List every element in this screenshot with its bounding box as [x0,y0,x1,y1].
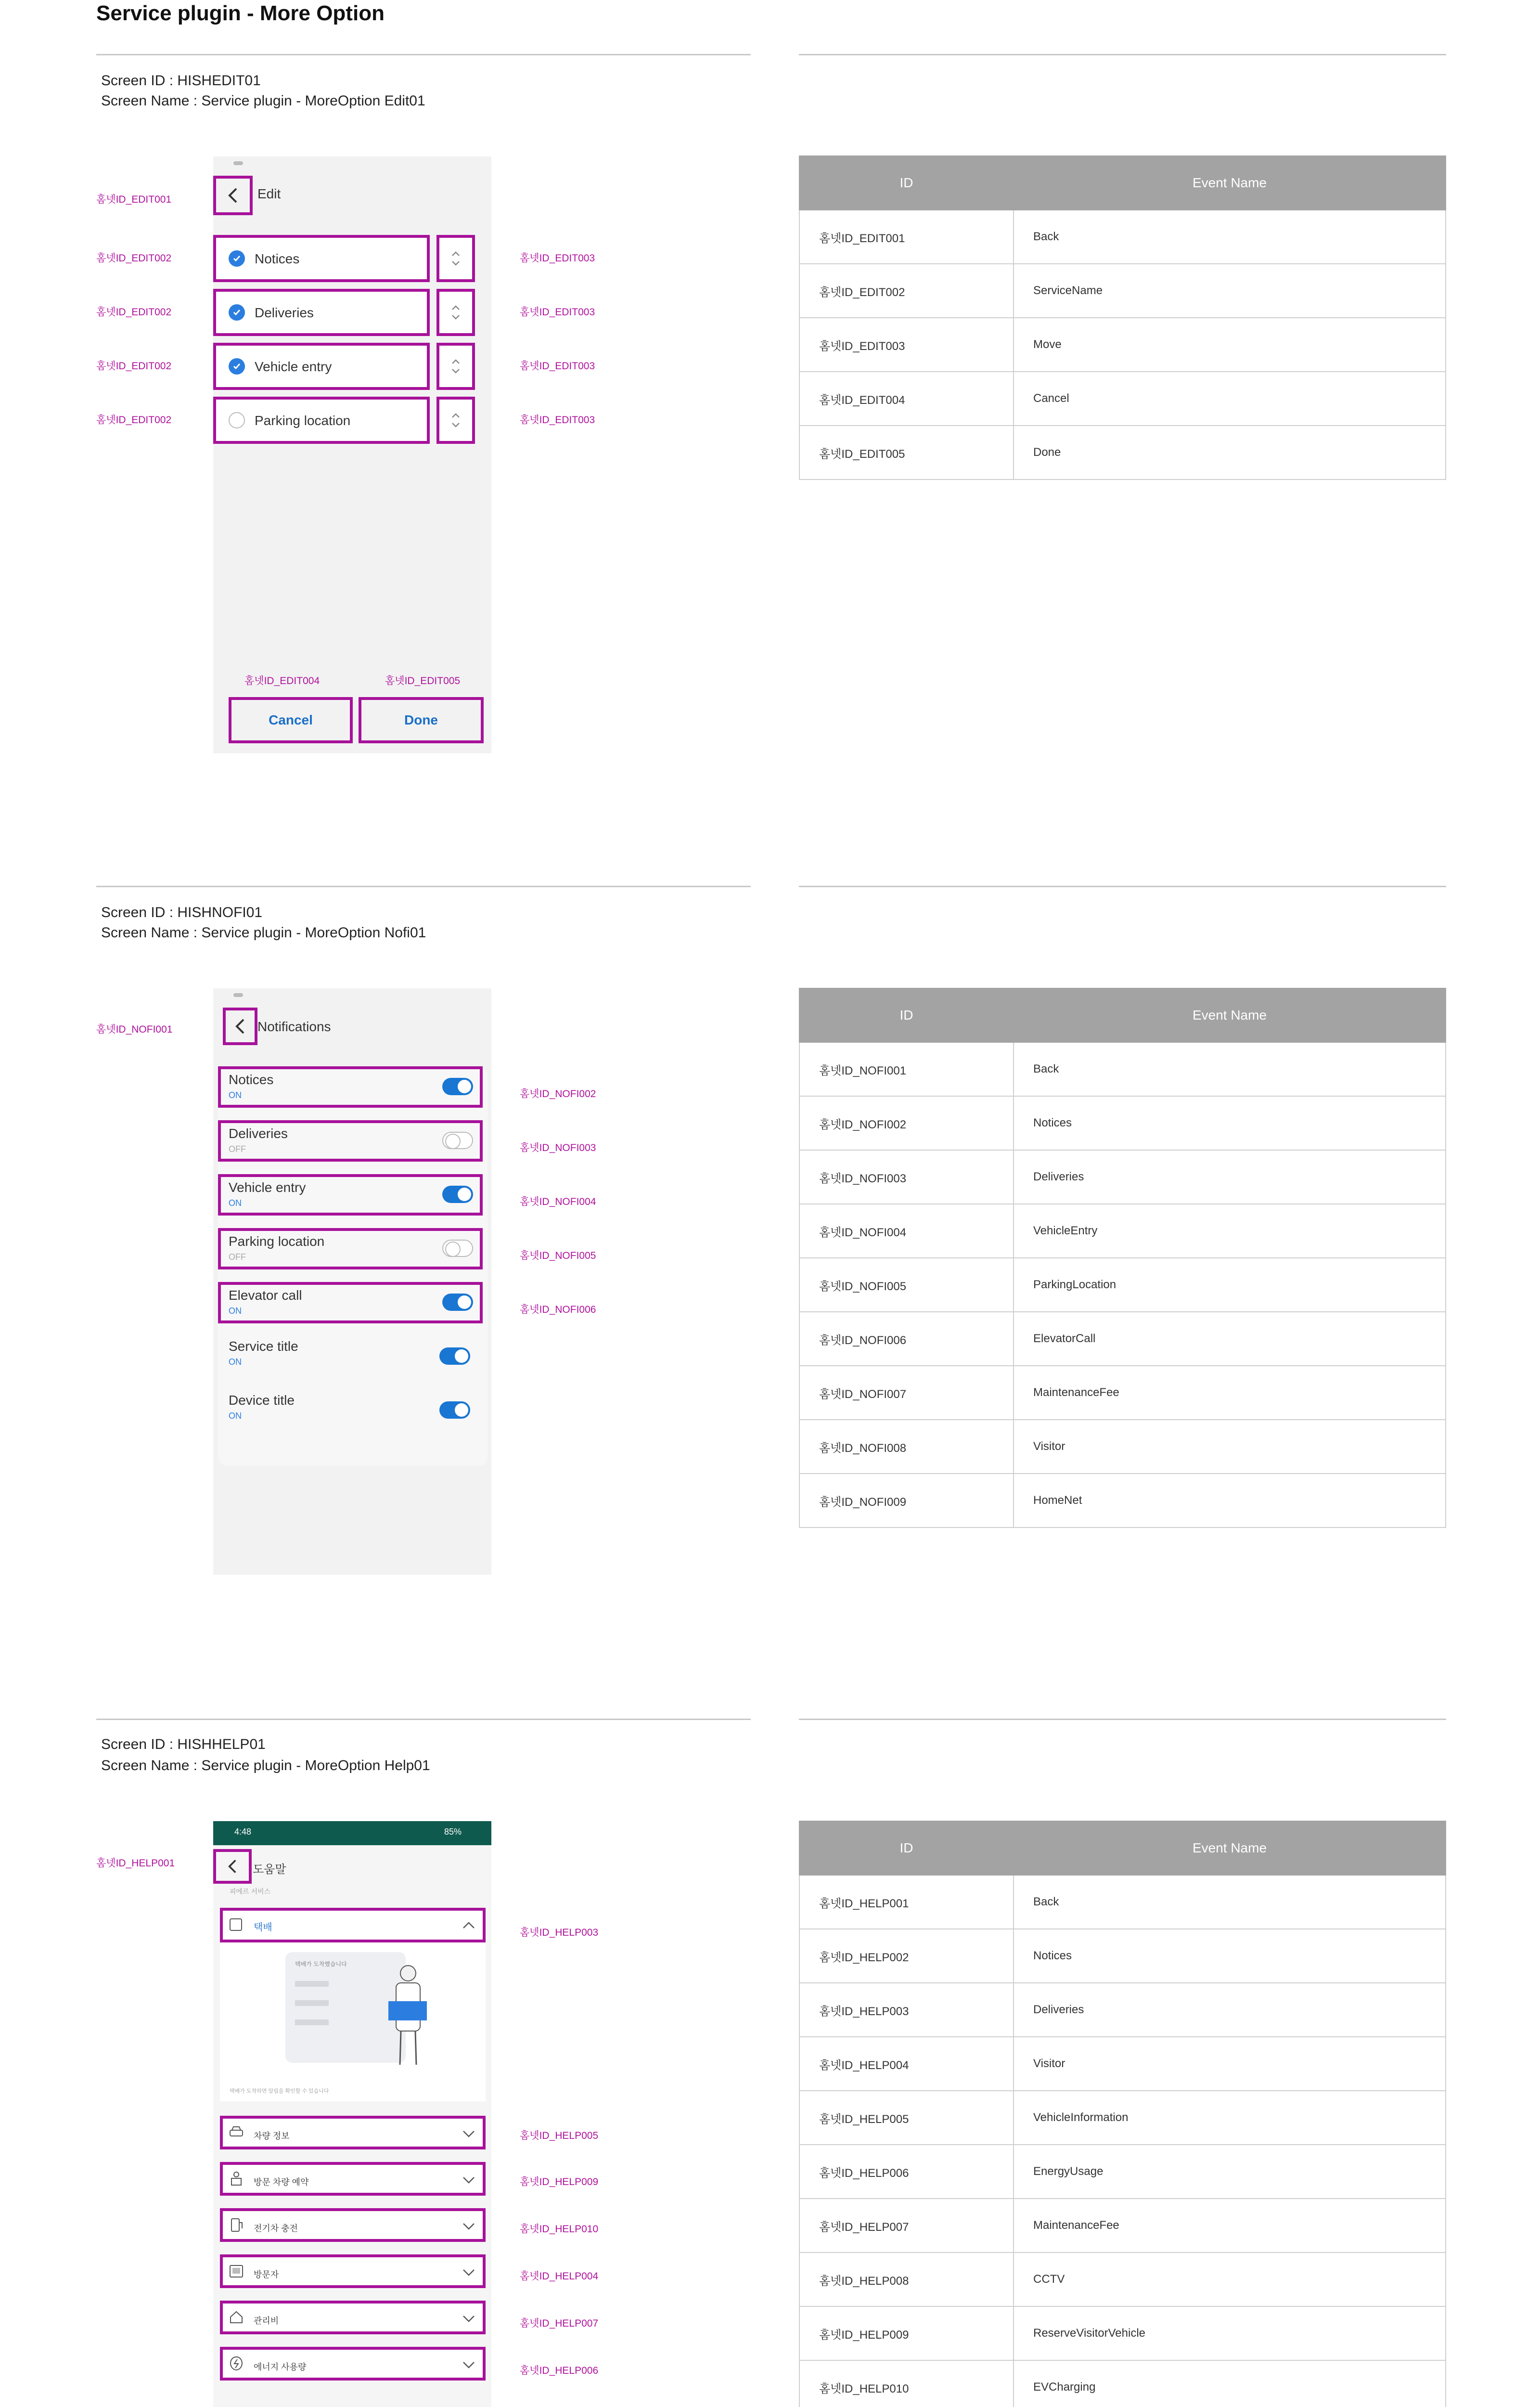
table-row [799,426,1446,479]
table-header-id: ID [799,988,1014,1042]
item-state: ON [229,1198,242,1208]
check-icon [229,250,245,267]
reorder-icon [450,250,461,267]
help-title: 도움말 [253,1863,286,1876]
notifications-title: Notifications [257,1019,331,1034]
help-phone-screen [213,1821,491,2407]
annotation: 홈넷ID_EDIT003 [520,253,595,264]
move-handle[interactable] [436,289,475,336]
check-icon [229,304,245,321]
table-row [799,1474,1446,1527]
annotation: 홈넷ID_NOFI002 [520,1088,596,1100]
table-row [799,1366,1446,1420]
move-handle[interactable] [436,397,475,444]
item-label: Deliveries [229,1126,288,1141]
divider [799,54,1446,55]
screen-id: Screen ID : HISHHELP01 [101,1736,266,1752]
table-cell: 홈넷ID_HELP003 [799,1983,1014,2037]
wifi-icon [233,161,243,165]
divider [96,886,751,887]
help-item-visitor[interactable] [220,2254,486,2288]
table-cell: ServiceName [1014,264,1446,318]
help-subtitle: 피에르 서비스 [230,1888,271,1895]
move-handle[interactable] [436,235,475,282]
table-cell: 홈넷ID_HELP009 [799,2306,1014,2360]
table-header-event: Event Name [1014,988,1446,1042]
annotation: 홈넷ID_EDIT002 [96,307,172,318]
help-item-visitor-vehicle[interactable] [220,2162,486,2196]
table-row [799,2306,1446,2360]
table-cell: HomeNet [1014,1474,1446,1527]
annotation: 홈넷ID_HELP007 [520,2318,599,2329]
item-label: 전기차 충전 [254,2224,298,2233]
box-icon [230,1918,242,1931]
table-cell: VehicleInformation [1014,2091,1446,2145]
table-row [799,1312,1446,1366]
table-row [799,1096,1446,1150]
unchecked-icon [229,412,245,428]
table-cell: 홈넷ID_EDIT004 [799,372,1014,426]
annotation: 홈넷ID_EDIT002 [96,253,172,264]
item-label: Vehicle entry [255,359,332,374]
notification-item-service-title[interactable] [221,1336,483,1377]
service-item-deliveries[interactable] [213,289,430,336]
item-label: 방문 차량 예약 [254,2177,309,2187]
cancel-button[interactable]: Cancel [229,697,353,743]
table-cell: Notices [1014,1096,1446,1150]
edit-event-table [799,155,1446,480]
energy-icon [229,2355,244,2372]
screen-name: Screen Name : Service plugin - MoreOption Help01 [101,1758,430,1773]
chevron-down-icon [462,2222,476,2231]
edit-title: Edit [257,186,281,201]
chevron-down-icon [462,2268,476,2278]
table-cell: EVCharging [1014,2360,1446,2407]
back-arrow-icon [226,1858,239,1875]
chevron-up-icon [462,1920,476,1930]
table-header-id: ID [799,1821,1014,1875]
screen-name: Screen Name : Service plugin - MoreOption Nofi01 [101,925,426,941]
table-cell: 홈넷ID_EDIT003 [799,318,1014,372]
item-state: OFF [229,1144,246,1154]
divider [799,886,1446,887]
item-label: Notices [229,1072,274,1087]
table-cell: CCTV [1014,2252,1446,2306]
item-label: 관리비 [254,2316,279,2326]
screen-id: Screen ID : HISHNOFI01 [101,905,263,920]
table-cell: Back [1014,1042,1446,1096]
page-title: Service plugin - More Option [96,1,385,25]
move-handle[interactable] [436,343,475,390]
table-cell: 홈넷ID_NOFI008 [799,1420,1014,1474]
table-row [799,1150,1446,1204]
item-label: 차량 정보 [254,2131,290,2141]
screen-name: Screen Name : Service plugin - MoreOption Edit01 [101,93,425,109]
table-cell: Deliveries [1014,1150,1446,1204]
help-item-ev-charging[interactable] [220,2208,486,2242]
table-cell: Deliveries [1014,1983,1446,2037]
service-item-notices[interactable] [213,235,430,282]
back-arrow-icon [226,186,240,205]
divider [96,54,751,55]
annotation: 홈넷ID_HELP004 [520,2271,599,2282]
notifications-phone-screen [213,988,491,1575]
table-cell: 홈넷ID_HELP007 [799,2199,1014,2252]
item-label: 방문자 [254,2270,279,2279]
done-button[interactable]: Done [359,697,484,743]
annotation: 홈넷ID_NOFI004 [520,1196,596,1207]
table-cell: 홈넷ID_HELP008 [799,2252,1014,2306]
table-cell: MaintenanceFee [1014,2199,1446,2252]
table-header-id: ID [799,156,1014,210]
notification-item-deliveries[interactable] [218,1120,483,1162]
notification-item-device-title[interactable] [221,1390,483,1431]
toggle-switch[interactable] [439,1401,470,1419]
table-row [799,318,1446,372]
table-row [799,2145,1446,2199]
table-row [799,1875,1446,1929]
table-cell: 홈넷ID_HELP002 [799,1929,1014,1983]
car-icon [229,2125,244,2140]
item-label: Service title [229,1339,298,1354]
item-state: OFF [229,1252,246,1262]
chevron-down-icon [462,2175,476,2185]
chevron-down-icon [462,2360,476,2370]
table-cell: Notices [1014,1929,1446,1983]
status-bar [213,1821,491,1845]
back-button[interactable] [223,1008,257,1045]
table-cell: ElevatorCall [1014,1312,1446,1366]
table-cell: 홈넷ID_EDIT002 [799,264,1014,318]
table-row [799,2252,1446,2306]
item-state: ON [229,1411,242,1421]
table-row [799,2037,1446,2091]
annotation: 홈넷ID_EDIT005 [385,675,461,686]
table-cell: 홈넷ID_NOFI001 [799,1042,1014,1096]
table-cell: 홈넷ID_HELP006 [799,2145,1014,2199]
table-cell: 홈넷ID_HELP004 [799,2037,1014,2091]
toggle-switch[interactable] [439,1347,470,1365]
notification-item-elevator-call[interactable] [218,1282,483,1323]
table-cell: 홈넷ID_NOFI007 [799,1366,1014,1420]
item-state: ON [229,1306,242,1316]
help-item-vehicle-info[interactable] [220,2116,486,2149]
help-item-maintenance-fee[interactable] [220,2301,486,2334]
table-header-event: Event Name [1014,156,1446,210]
item-label: Vehicle entry [229,1180,306,1195]
status-time: 4:48 [234,1827,252,1837]
table-row [799,2199,1446,2252]
table-cell: 홈넷ID_NOFI005 [799,1258,1014,1312]
table-cell: 홈넷ID_NOFI006 [799,1312,1014,1366]
table-cell: 홈넷ID_NOFI003 [799,1150,1014,1204]
table-row [799,1042,1446,1096]
annotation: 홈넷ID_EDIT004 [244,675,320,686]
table-cell: Visitor [1014,1420,1446,1474]
table-cell: Visitor [1014,2037,1446,2091]
table-cell: ParkingLocation [1014,1258,1446,1312]
illustration-desc: 택배가 도착하면 알림을 확인할 수 있습니다 [230,2088,329,2094]
item-state: ON [229,1090,242,1100]
annotation: 홈넷ID_HELP001 [96,1858,175,1869]
annotation: 홈넷ID_EDIT003 [520,307,595,318]
annotation: 홈넷ID_NOFI006 [520,1304,596,1315]
annotation: 홈넷ID_EDIT002 [96,361,172,372]
illustration-caption: 택배가 도착했습니다 [295,1961,347,1967]
item-label: Parking location [255,413,351,428]
table-header-event: Event Name [1014,1821,1446,1875]
status-battery: 85% [444,1827,462,1837]
table-row [799,2091,1446,2145]
table-row [799,1420,1446,1474]
table-row [799,372,1446,426]
help-detail-panel [220,1942,486,2101]
ev-charger-icon [229,2217,244,2233]
home-icon [229,2309,244,2325]
table-cell: 홈넷ID_NOFI002 [799,1096,1014,1150]
service-item-parking-location[interactable] [213,397,430,444]
notification-item-parking-location[interactable] [218,1228,483,1269]
annotation: 홈넷ID_NOFI001 [96,1024,173,1035]
table-row [799,1983,1446,2037]
check-icon [229,358,245,375]
item-label: Deliveries [255,305,314,320]
table-cell: 홈넷ID_EDIT005 [799,426,1014,479]
annotation: 홈넷ID_HELP010 [520,2224,599,2235]
toggle-switch[interactable] [442,1294,473,1311]
annotation: 홈넷ID_HELP006 [520,2365,599,2376]
table-cell: 홈넷ID_EDIT001 [799,210,1014,264]
annotation: 홈넷ID_HELP005 [520,2130,599,2141]
table-cell: 홈넷ID_HELP010 [799,2360,1014,2407]
delivery-person-illustration [382,1962,435,2068]
chevron-down-icon [462,2129,476,2139]
toggle-switch[interactable] [442,1078,473,1095]
table-row [799,210,1446,264]
service-item-vehicle-entry[interactable] [213,343,430,390]
annotation: 홈넷ID_HELP009 [520,2176,599,2187]
item-label: Elevator call [229,1288,302,1303]
item-label: 에너지 사용량 [254,2362,307,2372]
item-label: Device title [229,1393,295,1408]
annotation: 홈넷ID_EDIT002 [96,414,172,426]
table-cell: 홈넷ID_NOFI004 [799,1204,1014,1258]
annotation: 홈넷ID_NOFI005 [520,1250,596,1261]
annotation: 홈넷ID_HELP003 [520,1927,599,1938]
divider [96,1719,751,1720]
toggle-switch[interactable] [442,1186,473,1203]
divider [799,1719,1446,1720]
table-cell: MaintenanceFee [1014,1366,1446,1420]
table-row [799,2360,1446,2407]
table-row [799,1929,1446,1983]
screen-id: Screen ID : HISHEDIT01 [101,73,261,89]
reorder-icon [450,358,461,375]
notification-item-vehicle-entry[interactable] [218,1174,483,1216]
annotation: 홈넷ID_EDIT003 [520,361,595,372]
table-cell: Back [1014,1875,1446,1929]
table-cell: Done [1014,426,1446,479]
notification-item-notices[interactable] [218,1066,483,1108]
table-row [799,1258,1446,1312]
person-car-icon [229,2171,244,2187]
annotation: 홈넷ID_EDIT003 [520,414,595,426]
table-cell: Move [1014,318,1446,372]
help-item-deliveries-expanded[interactable] [220,1908,486,1942]
table-cell: 홈넷ID_HELP001 [799,1875,1014,1929]
wifi-icon [233,993,243,997]
back-arrow-icon [233,1017,247,1036]
item-label: Parking location [229,1234,325,1249]
table-cell: VehicleEntry [1014,1204,1446,1258]
help-item-energy-usage[interactable] [220,2347,486,2381]
back-button[interactable] [213,176,253,215]
table-cell: 홈넷ID_NOFI009 [799,1474,1014,1527]
item-state: ON [229,1357,242,1367]
table-cell: Cancel [1014,372,1446,426]
item-label: 택배 [254,1922,272,1933]
help-event-table [799,1821,1446,2407]
chevron-down-icon [462,2314,476,2324]
annotation: 홈넷ID_NOFI003 [520,1142,596,1153]
item-label: Notices [255,251,300,266]
toggle-switch[interactable] [442,1240,473,1257]
table-cell: ReserveVisitorVehicle [1014,2306,1446,2360]
toggle-switch[interactable] [442,1132,473,1149]
table-cell: EnergyUsage [1014,2145,1446,2199]
table-row [799,1204,1446,1258]
annotation: 홈넷ID_EDIT001 [96,194,172,205]
notifications-event-table [799,988,1446,1528]
visitor-icon [229,2264,244,2278]
table-cell: Back [1014,210,1446,264]
table-row [799,264,1446,318]
reorder-icon [450,304,461,321]
reorder-icon [450,412,461,429]
back-button[interactable] [213,1849,252,1884]
table-cell: 홈넷ID_HELP005 [799,2091,1014,2145]
